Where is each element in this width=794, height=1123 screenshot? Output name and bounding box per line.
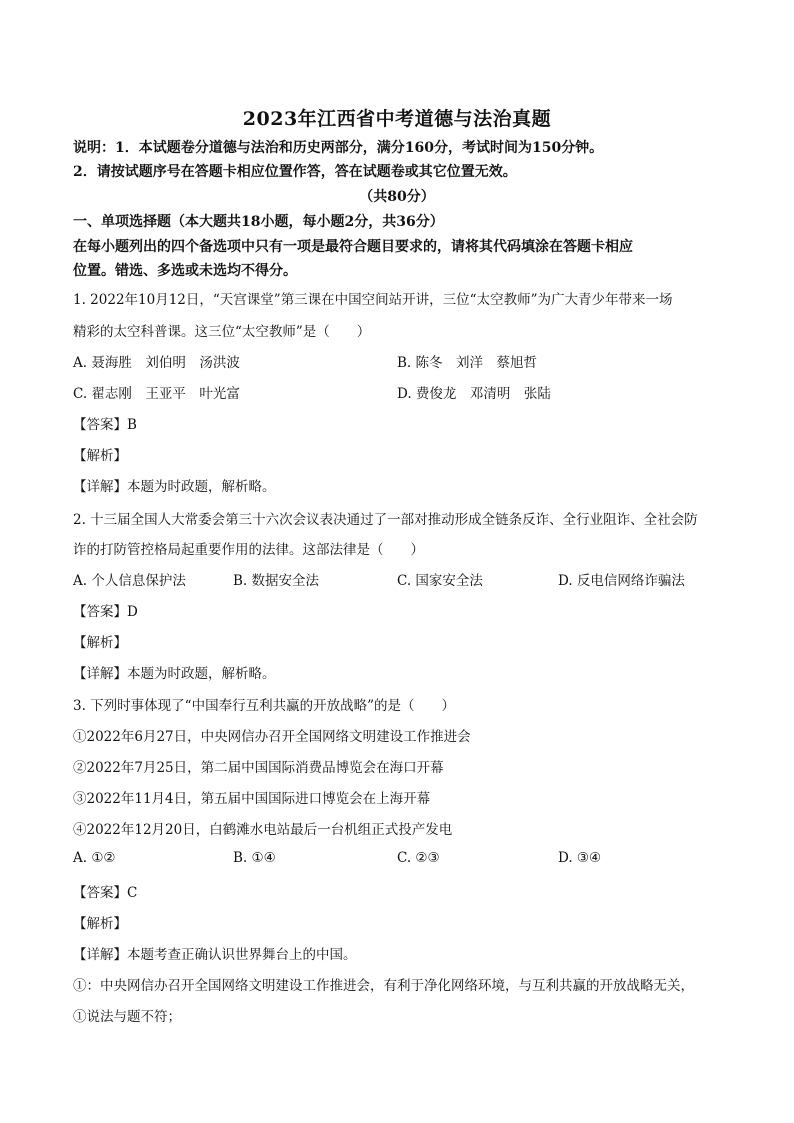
- q1-option-b: B. 陈冬 刘洋 蔡旭哲: [397, 355, 538, 371]
- section-heading: 一、单项选择题（本大题共18小题，每小题2分，共36分）: [73, 214, 444, 230]
- section-instruction-line-1: 在每小题列出的四个备选项中只有一项是最符合题目要求的，请将其代码填涂在答题卡相应: [73, 239, 633, 255]
- q3-explanation-line-1: ①：中央网信办召开全国网络文明建设工作推进会，有利于净化网络环境，与互利共赢的开放战略无关，: [73, 978, 694, 994]
- q3-item-2: ②2022年7月25日，第二届中国国际消费品博览会在海口开幕: [73, 760, 444, 776]
- q3-option-a: A. ①②: [73, 850, 116, 866]
- q3-item-1: ①2022年6月27日，中央网信办召开全国网络文明建设工作推进会: [73, 729, 471, 745]
- q2-option-c: C. 国家安全法: [397, 573, 483, 589]
- q3-analysis: 【解析】: [73, 916, 127, 932]
- q1-option-a: A. 聂海胜 刘伯明 汤洪波: [73, 355, 240, 371]
- q3-item-4: ④2022年12月20日，白鹤滩水电站最后一台机组正式投产发电: [73, 822, 453, 838]
- q2-analysis: 【解析】: [73, 635, 127, 651]
- q1-option-c: C. 翟志刚 王亚平 叶光富: [73, 386, 240, 402]
- instruction-note-2: 2．请按试题序号在答题卡相应位置作答，答在试题卷或其它位置无效。: [73, 164, 517, 180]
- q3-option-b: B. ①④: [233, 850, 276, 866]
- q2-option-d: D. 反电信网络诈骗法: [558, 573, 685, 589]
- q1-detail: 【详解】本题为时政题，解析略。: [73, 479, 276, 495]
- q2-detail: 【详解】本题为时政题，解析略。: [73, 666, 276, 682]
- score-total: （共80分）: [359, 189, 435, 205]
- q2-answer: 【答案】D: [73, 604, 138, 620]
- section-instruction-line-2: 位置。错选、多选或未选均不得分。: [73, 263, 297, 279]
- q1-analysis: 【解析】: [73, 448, 127, 464]
- q1-answer: 【答案】B: [73, 417, 137, 433]
- q3-detail: 【详解】本题考查正确认识世界舞台上的中国。: [73, 947, 357, 963]
- q2-option-b: B. 数据安全法: [233, 573, 320, 589]
- q3-option-d: D. ③④: [558, 850, 602, 866]
- q3-stem: 3. 下列时事体现了“中国奉行互利共赢的开放战略”的是（ ）: [73, 698, 455, 714]
- q2-option-a: A. 个人信息保护法: [73, 573, 186, 589]
- q3-explanation-line-2: ①说法与题不符；: [73, 1009, 181, 1025]
- page-title: 2023年江西省中考道德与法治真题: [242, 108, 552, 130]
- q2-stem-line-2: 诈的打防管控格局起重要作用的法律。这部法律是（ ）: [73, 542, 424, 558]
- q3-answer: 【答案】C: [73, 885, 138, 901]
- q3-item-3: ③2022年11月4日，第五届中国国际进口博览会在上海开幕: [73, 791, 431, 807]
- q1-stem-line-2: 精彩的太空科普课。这三位“太空教师”是（ ）: [73, 324, 371, 340]
- q1-option-d: D. 费俊龙 邓清明 张陆: [397, 386, 551, 402]
- q1-stem-line-1: 1. 2022年10月12日，“天宫课堂”第三课在中国空间站开讲，三位“太空教师”为广大青少年带来一场: [73, 292, 673, 308]
- q3-option-c: C. ②③: [397, 850, 440, 866]
- q2-stem-line-1: 2. 十三届全国人大常委会第三十六次会议表决通过了一部对推动形成全链条反诈、全行业阻诈、全社会防: [73, 512, 698, 528]
- instruction-note-1: 说明：1．本试题卷分道德与法治和历史两部分，满分160分，考试时间为150分钟。: [73, 140, 604, 156]
